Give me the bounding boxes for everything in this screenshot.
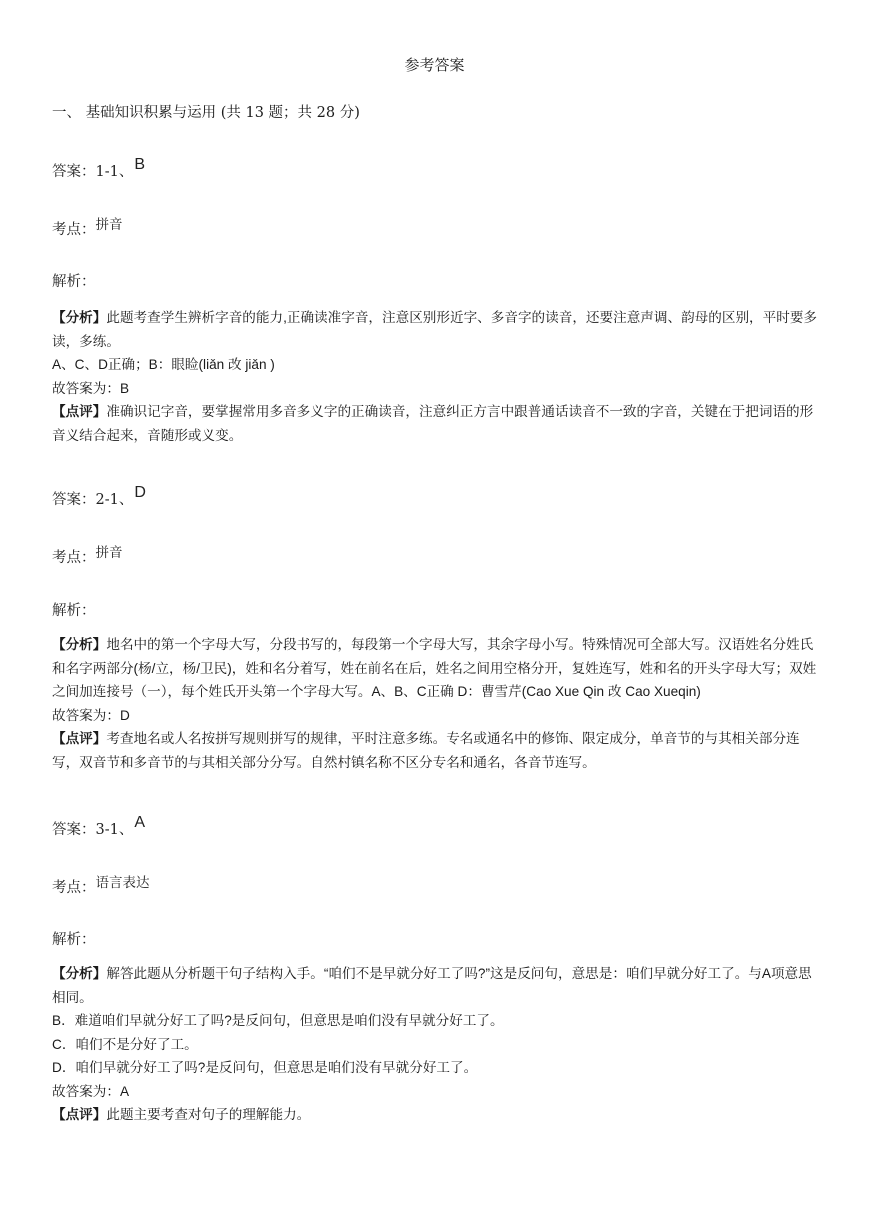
analysis-line: 故答案为：B [52,380,130,396]
kaodian-row-2 [52,546,123,567]
analysis-line: C．咱们不是分好了工。 [52,1036,198,1052]
section-heading: 一、 基础知识积累与运用 (共 13 题；共 28 分) [52,105,360,121]
dianping-paragraph [52,727,820,774]
analysis-block-1 [52,306,820,447]
analysis-line: B．难道咱们早就分好工了吗?是反问句，但意思是咱们没有早就分好工了。 [52,1013,504,1028]
kaodian-value: 拼音 [95,545,123,560]
answer-number: 2-1、 [95,492,134,508]
fenxi-paragraph [52,962,820,1009]
kaodian-row-3 [52,876,150,897]
dianping-tag: 【点评】 [52,731,107,746]
fenxi-text: 解答此题从分析题干句子结构入手。“咱们不是早就分好工了吗?”这是反问句，意思是：咱们早就分好工了。与A项意思相同。 [52,966,812,1005]
dianping-tag: 【点评】 [52,1107,107,1122]
answer-label: 答案： [52,822,96,838]
answer-value: B [134,156,146,173]
fenxi-tag: 【分析】 [52,966,107,981]
fenxi-paragraph [52,633,820,704]
analysis-line: D．咱们早就分好工了吗?是反问句，但意思是咱们没有早就分好工了。 [52,1060,478,1075]
analysis-line: A、C、D正确；B：眼睑(liǎn 改 jiǎn ) [52,357,275,372]
fenxi-tag: 【分析】 [52,637,107,652]
jiexi-label-3: 解析： [52,932,96,948]
kaodian-value: 语言表达 [95,875,150,890]
answer-value: A [134,814,146,831]
answer-label: 答案： [52,492,96,508]
fenxi-text: 此题考查学生辨析字音的能力,正确读准字音，注意区别形近字、多音字的读音，还要注意声调、韵母的区别，平时要多读，多练。 [52,310,818,349]
dianping-text: 此题主要考查对句子的理解能力。 [106,1107,311,1122]
dianping-tag: 【点评】 [52,404,107,419]
fenxi-text: 地名中的第一个字母大写，分段书写的，每段第一个字母大写，其余字母小写。特殊情况可全部大写。汉语姓名分姓氏和名字两部分(杨/立，杨/卫民)，姓和名分着写，姓在前名在后，姓名之间用空格分开，复姓连写，姓和名的开头字母大写；双姓之间加连接号（一），每个姓氏开头第一个字母大写。A、B、C正确 D：曹雪芹(Cao Xue Qin 改 Cao Xueqin) [52,637,817,699]
dianping-text: 考查地名或人名按拼写规则拼写的规律，平时注意多练。专名或通名中的修饰、限定成分，单音节的与其相关部分连写，双音节和多音节的与其相关部分分写。自然村镇名称不区分专名和通名，各音节连写。 [52,731,800,770]
answer-label: 答案： [52,164,96,180]
dianping-paragraph [52,1103,820,1127]
document-title: 参考答案 [404,56,465,74]
fenxi-paragraph [52,306,820,353]
answer-value: D [134,484,146,501]
jiexi-label-1: 解析： [52,274,96,290]
fenxi-tag: 【分析】 [52,310,107,325]
kaodian-label: 考点： [52,222,96,238]
answer-row-2 [52,484,146,509]
kaodian-label: 考点： [52,550,96,566]
kaodian-row-1 [52,218,123,239]
dianping-paragraph [52,400,820,447]
analysis-block-2 [52,633,820,774]
answer-row-1 [52,156,146,181]
dianping-text: 准确识记字音，要掌握常用多音多义字的正确读音，注意纠正方言中跟普通话读音不一致的字音，关键在于把词语的形音义结合起来，音随形或义变。 [52,404,814,443]
answer-number: 1-1、 [95,164,134,180]
analysis-line: 故答案为：A [52,1083,130,1099]
jiexi-label-2: 解析： [52,603,96,619]
answer-row-3 [52,814,146,839]
kaodian-label: 考点： [52,880,96,896]
analysis-block-3 [52,962,820,1127]
answer-number: 3-1、 [95,822,134,838]
analysis-line: 故答案为：D [52,707,130,723]
kaodian-value: 拼音 [95,217,123,232]
